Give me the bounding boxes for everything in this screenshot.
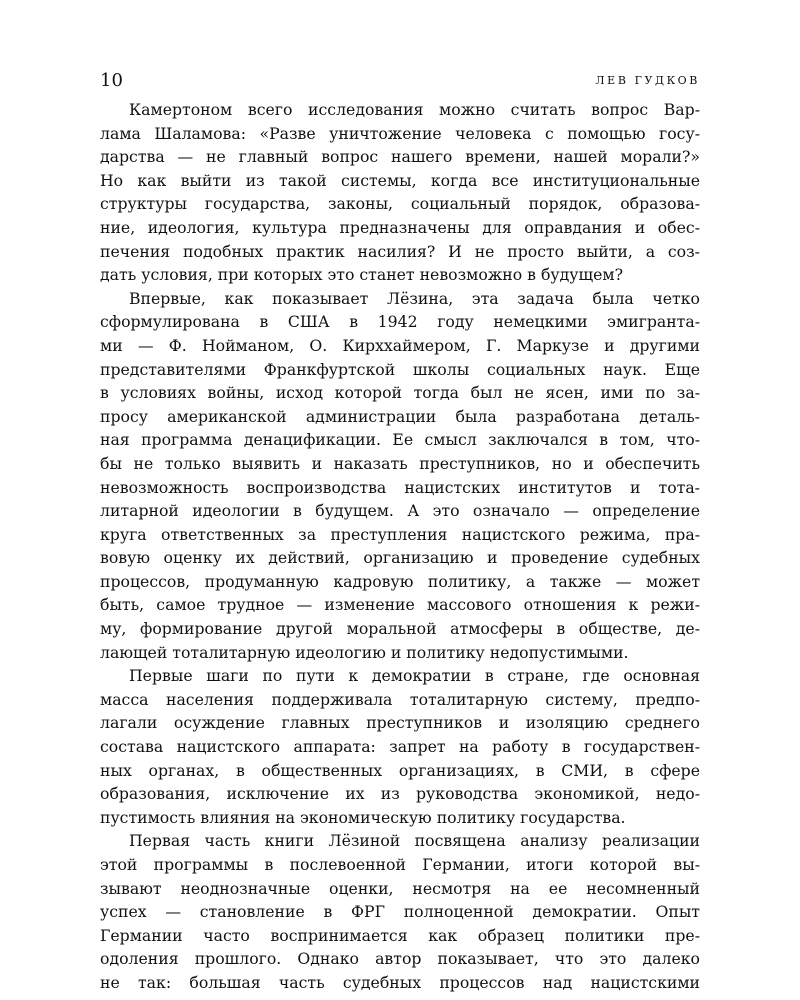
text-line: Первые шаги по пути к демократии в стране, где основная [129, 666, 700, 686]
text-line: не так: большая часть судебных процессов над нацистскими [100, 972, 700, 992]
text-line: зывают неоднозначные оценки, несмотря на ее несомненный [100, 878, 700, 898]
text-line: лама Шаламова: «Разве уничтожение человека с помощью госу- [100, 123, 700, 143]
text-line: вовую оценку их действий, организацию и проведение судебных [100, 548, 700, 568]
text-line: просу американской администрации была разработана деталь- [100, 406, 700, 426]
text-line: в условиях войны, исход которой тогда был не ясен, ими по за- [100, 383, 700, 403]
text-line: ние, идеология, культура предназначены для оправдания и обес- [100, 217, 700, 237]
text-line: Но как выйти из такой системы, когда все институциональные [100, 170, 700, 190]
text-line: невозможность воспроизводства нацистских институтов и тота- [100, 477, 700, 497]
text-line: дарства — не главный вопрос нашего времени, нашей морали?» [100, 147, 700, 167]
text-line: сформулирована в США в 1942 году немецкими эмигранта- [100, 312, 700, 332]
text-line: печения подобных практик насилия? И не просто выйти, а соз- [100, 241, 700, 261]
text-line: одоления прошлого. Однако автор показывает, что это далеко [100, 949, 700, 969]
text-line: быть, самое трудное — изменение массового отношения к режи- [100, 595, 700, 615]
text-line: образования, исключение их из руководства экономикой, недо- [100, 784, 700, 804]
text-line: му, формирование другой моральной атмосферы в обществе, де- [100, 619, 700, 639]
text-line: дать условия, при которых это станет невозможно в будущем? [100, 265, 623, 285]
text-line: ных органах, в общественных организациях, в СМИ, в сфере [100, 760, 700, 780]
text-line: пустимость влияния на экономическую политику государства. [100, 807, 626, 827]
text-line: лающей тоталитарную идеологию и политику недопустимыми. [100, 642, 629, 662]
text-line: Впервые, как показывает Лёзина, эта задача была четко [129, 288, 700, 308]
text-line: Первая часть книги Лёзиной посвящена анализу реализации [129, 831, 700, 851]
running-head-author: ЛЕВ ГУДКОВ [595, 74, 700, 87]
text-line: структуры государства, законы, социальный порядок, образова- [100, 194, 700, 214]
text-line: Камертоном всего исследования можно считать вопрос Вар- [129, 100, 700, 119]
text-line: состава нацистского аппарата: запрет на работу в государствен- [100, 737, 700, 757]
page-number: 10 [100, 70, 123, 91]
text-line: процессов, продуманную кадровую политику, а также — может [100, 571, 700, 591]
text-line: ная программа денацификации. Ее смысл заключался в том, что- [100, 430, 700, 450]
text-line: представителями Франкфуртской школы социальных наук. Еще [100, 359, 700, 379]
text-line: масса населения поддерживала тоталитарную систему, предпо- [100, 689, 700, 709]
body-text [100, 98, 700, 995]
text-line: лагали осуждение главных преступников и изоляцию среднего [100, 713, 700, 733]
text-line: успех — становление в ФРГ полноценной демократии. Опыт [100, 902, 700, 922]
running-head [100, 70, 700, 94]
text-line: круга ответственных за преступления нацистского режима, пра- [100, 524, 700, 544]
text-line: бы не только выявить и наказать преступников, но и обеспечить [100, 453, 700, 473]
text-line: Германии часто воспринимается как образец политики пре- [100, 925, 700, 945]
text-line: этой программы в послевоенной Германии, итоги которой вы- [100, 855, 700, 874]
text-line: ми — Ф. Нойманом, О. Кирххаймером, Г. Маркузе и другими [100, 335, 700, 355]
text-line: литарной идеологии в будущем. А это означало — определение [100, 501, 700, 521]
